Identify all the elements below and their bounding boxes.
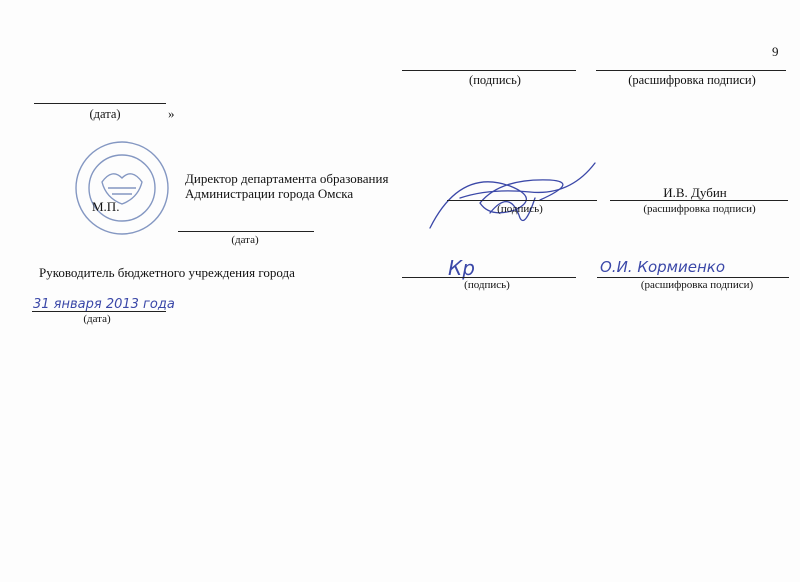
- decoding-caption-top: (расшифровка подписи): [628, 73, 756, 87]
- director-date-caption: (дата): [231, 234, 259, 246]
- director-decoding-line: [610, 200, 788, 201]
- head-title: Руководитель бюджетного учреждения города: [39, 265, 295, 280]
- decoding-line-top: [596, 70, 786, 71]
- page-number: 9: [772, 44, 779, 59]
- head-decoding-caption: (расшифровка подписи): [640, 279, 754, 291]
- director-name: И.В. Дубин: [663, 185, 727, 200]
- date-line-top: [34, 103, 166, 104]
- stamp-seal-icon: [72, 138, 172, 238]
- head-date-caption: (дата): [83, 313, 111, 325]
- director-title-line2: Администрации города Омска: [185, 186, 354, 201]
- head-signature-line: [402, 277, 576, 278]
- director-signature-caption: (подпись): [497, 203, 543, 215]
- head-decoding-line: [597, 277, 789, 278]
- director-title-line1: Директор департамента образования: [185, 171, 389, 186]
- stamp-label: М.П.: [92, 199, 120, 214]
- date-caption-top: (дата): [89, 107, 121, 121]
- quote-mark: »: [168, 106, 175, 121]
- director-decoding-caption: (расшифровка подписи): [643, 203, 756, 215]
- director-signature-line: [447, 200, 597, 201]
- signature-caption-top: (подпись): [469, 73, 521, 87]
- signature-line-top: [402, 70, 576, 71]
- head-name-handwritten: О.И. Кормиенко: [600, 258, 726, 276]
- head-signature-caption: (подпись): [464, 279, 510, 291]
- head-date-line: [32, 311, 166, 312]
- director-date-line: [178, 231, 314, 232]
- head-date-handwritten: 31 января 2013 года: [33, 297, 175, 312]
- head-signature-handwritten: Кр: [448, 256, 475, 280]
- director-signature: [420, 158, 590, 233]
